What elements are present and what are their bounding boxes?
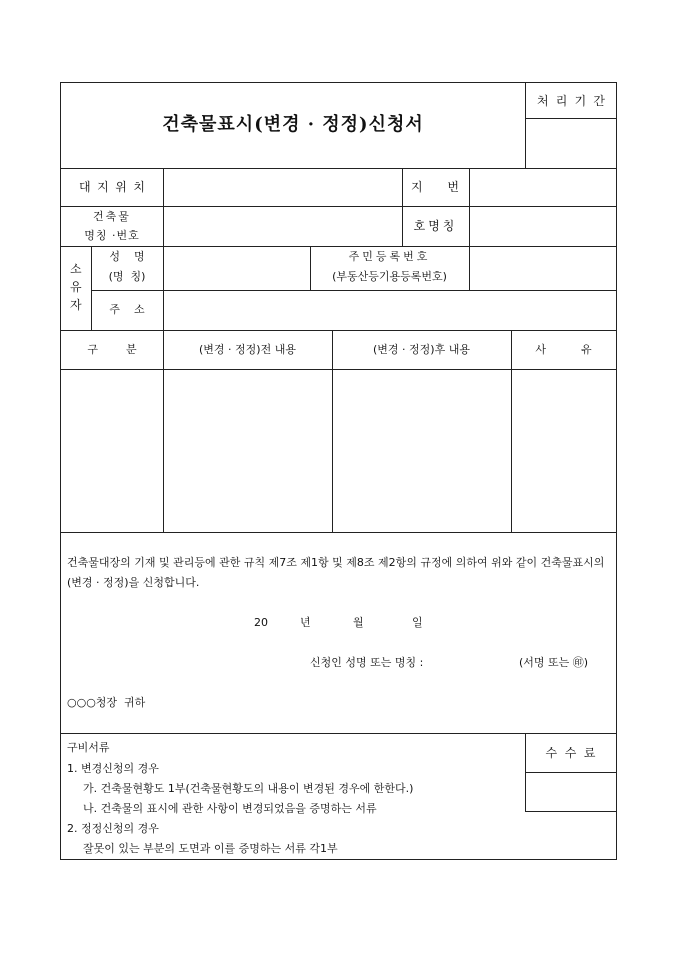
document-item: 가. 건축물현황도 1부(건축물현황도의 내용이 변경된 경우에 한한다.): [83, 782, 414, 795]
label-char: 처: [537, 94, 549, 108]
label-char: 지: [411, 180, 423, 194]
document-item: 2. 정정신청의 경우: [67, 822, 159, 835]
form-title: 건축물표시(변경 · 정정)신청서: [162, 114, 424, 135]
divider: [402, 168, 403, 246]
date-year-label: 년: [300, 616, 311, 629]
date-day-label: 일: [412, 616, 423, 629]
divider: [469, 168, 470, 290]
divider: [163, 330, 164, 532]
registration-number-sublabel: (부동산등기용등록번호): [332, 270, 447, 283]
owner-label-char: 소: [70, 262, 82, 276]
label-char: 리: [555, 94, 568, 108]
fee-label: 수 수 료: [545, 746, 596, 760]
reason-header: 사 유: [535, 343, 592, 356]
label-char: 치: [133, 180, 145, 194]
label-char: 기: [574, 94, 587, 108]
label-char: 지: [97, 180, 109, 194]
unit-name-label: 호명칭: [413, 219, 458, 233]
required-documents-heading: 구비서류: [67, 741, 110, 754]
divider: [61, 733, 616, 734]
divider: [332, 330, 333, 532]
date-year-prefix: 20: [254, 616, 268, 629]
label-char: 번: [447, 180, 459, 194]
divider: [525, 118, 616, 119]
before-content-header: (변경 · 정정)전 내용: [199, 343, 296, 356]
divider: [61, 206, 616, 207]
owner-name-label: 성 명: [109, 250, 145, 263]
processing-period-label: [537, 95, 605, 107]
divider: [525, 733, 526, 811]
divider: [61, 532, 616, 533]
date-month-label: 월: [353, 616, 364, 629]
building-number-label: 명칭 ·번호: [84, 229, 140, 242]
resident-number-label: 주민등록번호: [348, 250, 431, 263]
owner-name-sublabel: (명 칭): [108, 270, 146, 283]
divider: [525, 83, 526, 168]
recipient: ○○○청장 귀하: [67, 696, 146, 709]
declaration-text: 건축물대장의 기재 및 관리등에 관한 규칙 제7조 제1항 및 제8조 제2항의 규정에 의하여 위와 같이 건축물표시의(변경 · 정정)을 신청합니다.: [67, 556, 605, 589]
divider: [163, 168, 164, 330]
document-item: 잘못이 있는 부분의 도면과 이를 증명하는 서류 각1부: [83, 842, 338, 855]
divider: [511, 330, 512, 532]
building-name-label: 건축물: [93, 210, 131, 223]
divider: [61, 330, 616, 331]
application-form: [60, 82, 617, 860]
document-item: 1. 변경신청의 경우: [67, 762, 159, 775]
label-char: 위: [115, 180, 127, 194]
category-header: 구 분: [87, 343, 137, 356]
label-char: 간: [593, 94, 605, 108]
divider: [61, 246, 616, 247]
owner-label-char: 자: [70, 298, 82, 312]
signature-note: (서명 또는 ㊞): [519, 656, 589, 669]
divider: [91, 290, 616, 291]
divider: [525, 811, 616, 812]
divider: [61, 369, 616, 370]
divider: [525, 772, 616, 773]
lot-number-label: [411, 181, 459, 193]
divider: [61, 168, 616, 169]
address-label: 주 소: [109, 303, 145, 316]
document-item: 나. 건축물의 표시에 관한 사항이 변경되었음을 증명하는 서류: [83, 802, 377, 815]
after-content-header: (변경 · 정정)후 내용: [373, 343, 470, 356]
label-char: 대: [79, 180, 91, 194]
site-location-label: [79, 181, 145, 193]
owner-label-char: 유: [70, 280, 82, 294]
applicant-name-label: 신청인 성명 또는 명칭 :: [310, 656, 424, 669]
